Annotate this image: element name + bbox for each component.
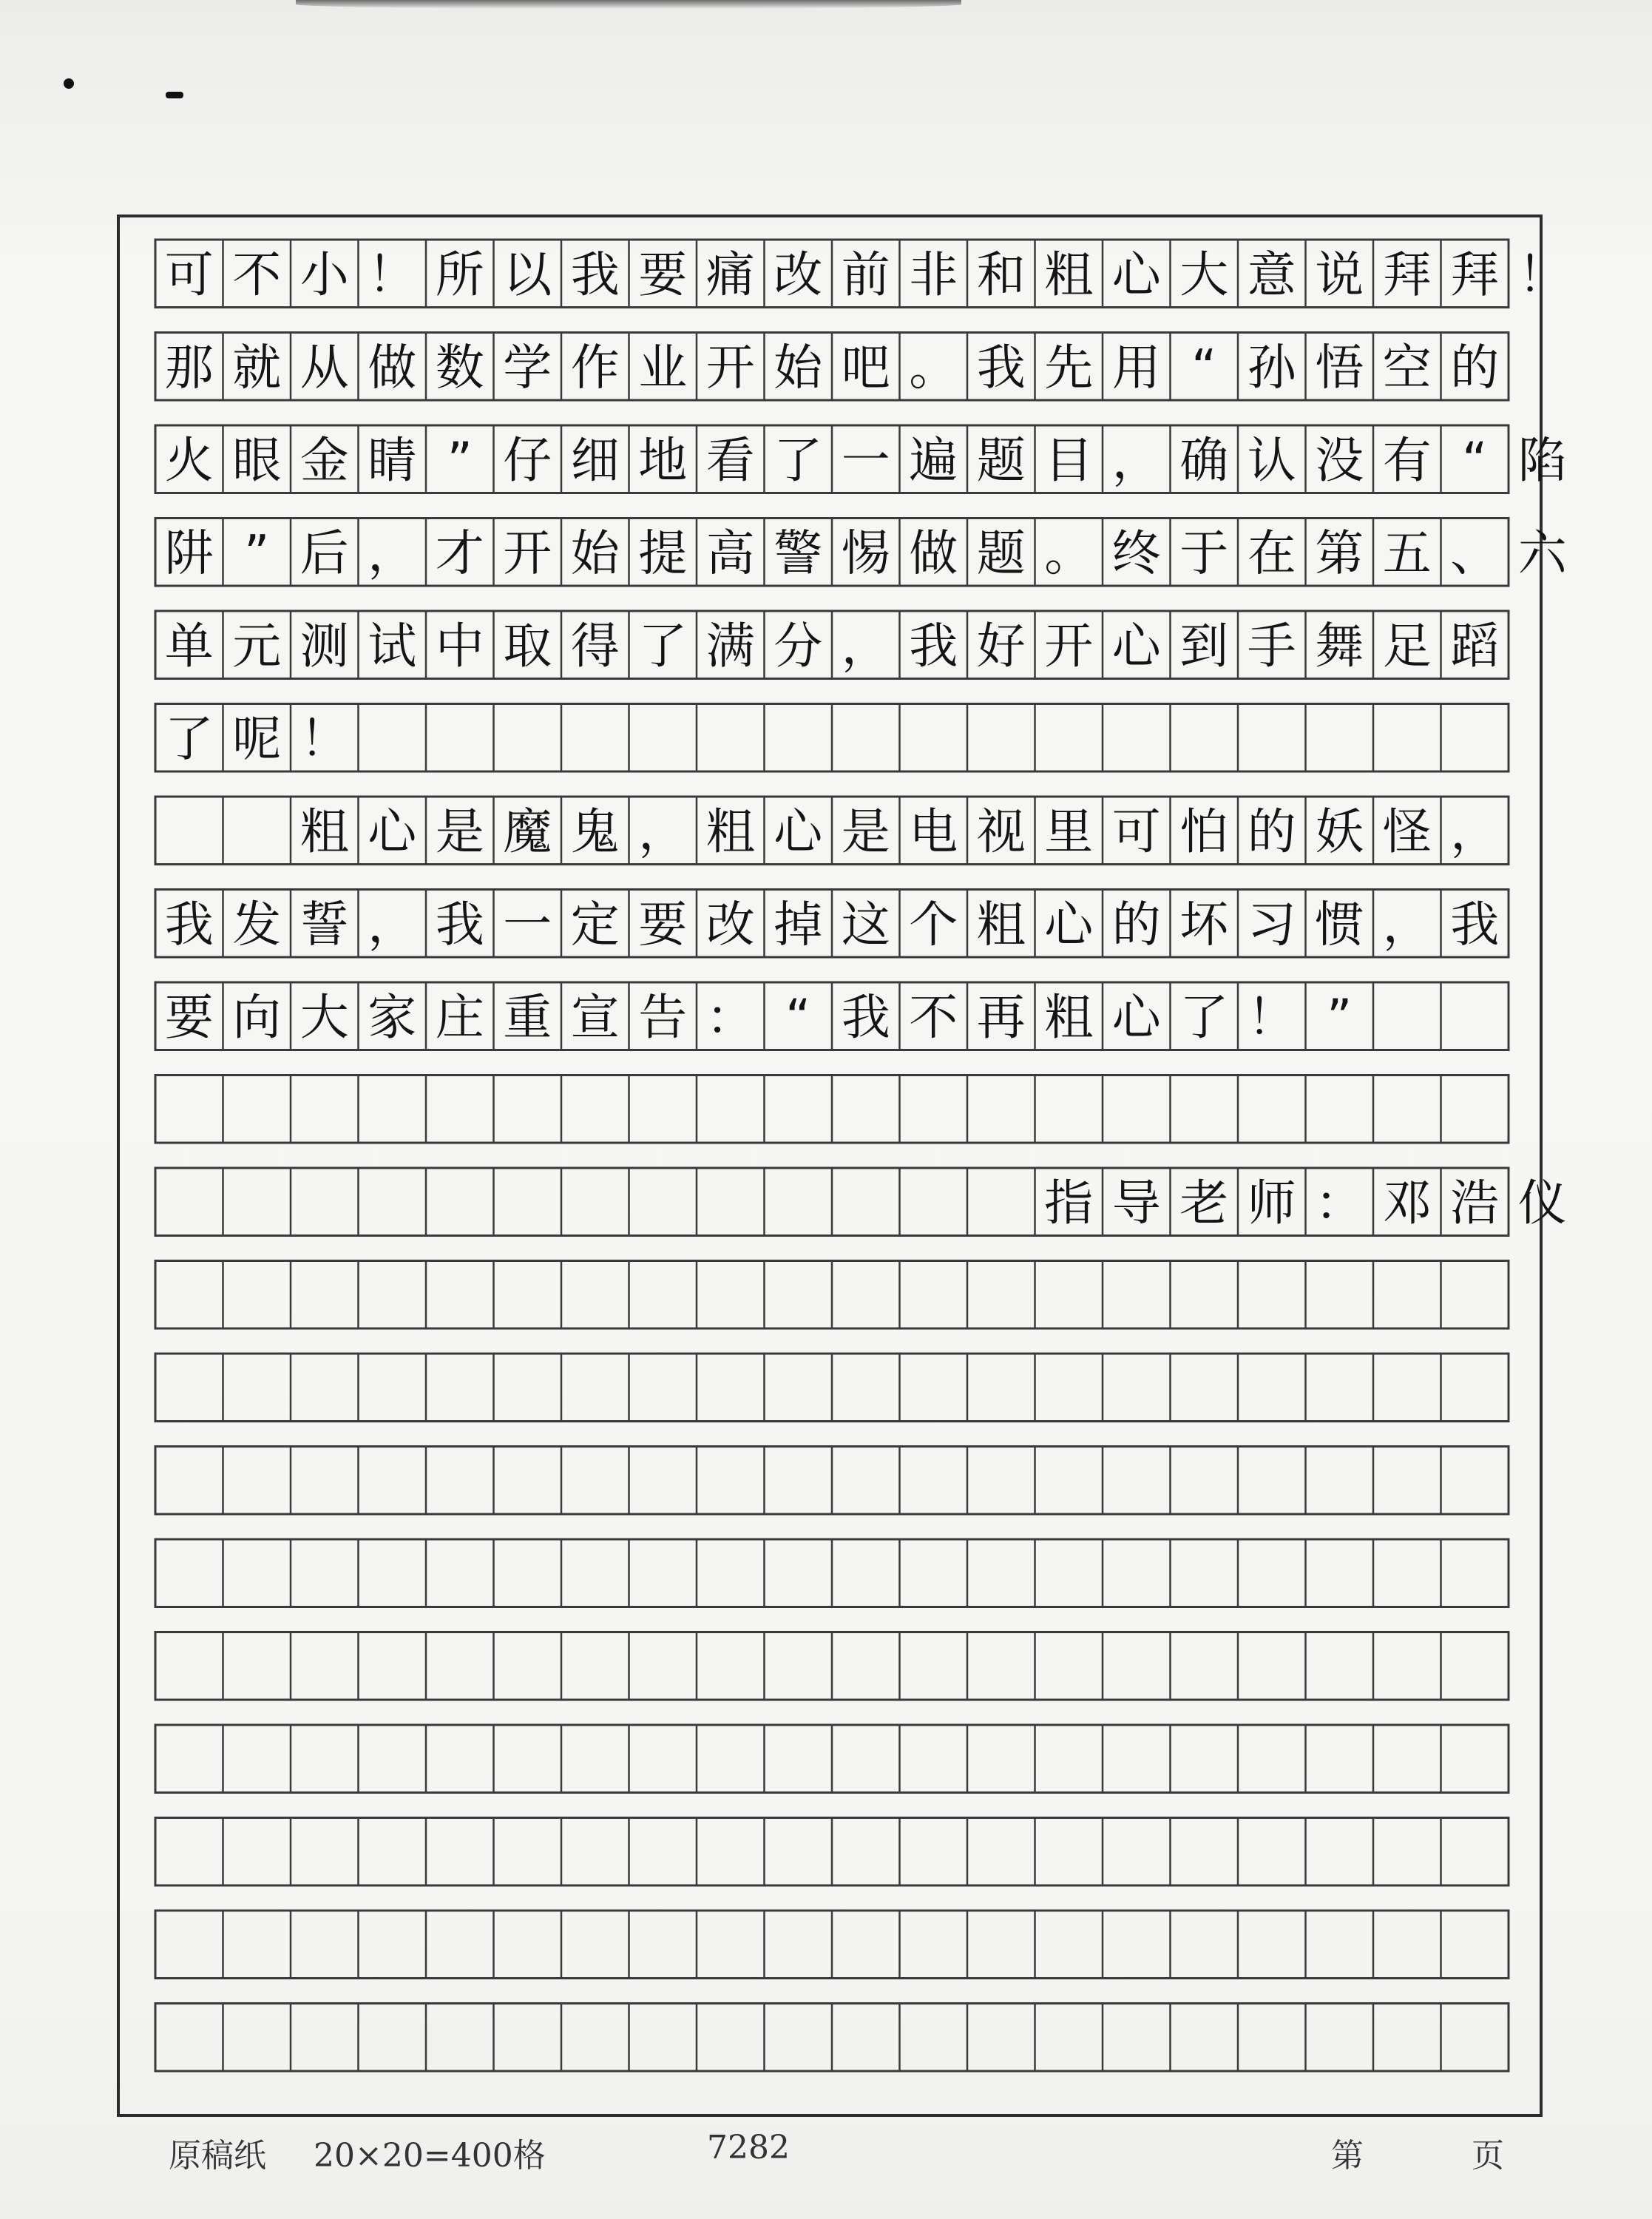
handwritten-text [120, 217, 1567, 2114]
manuscript-line: 阱”后，才开始提高警惕做题。终于在第五、六 [164, 524, 1567, 582]
manuscript-line: 了呢！ [164, 710, 349, 768]
footer-paper-type: 原稿纸 [169, 2137, 266, 2175]
footer-page-prefix: 第 [1331, 2137, 1364, 2175]
ink-dot [64, 78, 74, 89]
ink-mark [166, 92, 183, 98]
manuscript-line: 单元测试中取得了满分，我好开心到手舞足蹈 [164, 617, 1500, 675]
footer-grid-spec: 20×20=400格 [314, 2137, 546, 2175]
footer-code: 7282 [707, 2129, 790, 2166]
manuscript-line: 粗心是魔鬼，粗心是电视里可怕的妖怪， [164, 803, 1500, 860]
manuscript-line: 指导老师：邓浩仪 [164, 1174, 1567, 1232]
scan-shadow [296, 0, 961, 9]
manuscript-line: 要向大家庄重宣告：“我不再粗心了！” [164, 988, 1353, 1046]
manuscript-line: 那就从做数学作业开始吧。我先用“孙悟空的 [164, 339, 1500, 396]
manuscript-line: 可不小！所以我要痛改前非和粗心大意说拜拜！ [164, 246, 1567, 303]
manuscript-line: 我发誓，我一定要改掉这个粗心的坏习惯，我 [164, 896, 1500, 953]
manuscript-line: 火眼金睛”仔细地看了一遍题目，确认没有“陷 [164, 431, 1567, 489]
footer-page-suffix: 页 [1472, 2137, 1504, 2175]
manuscript-frame [117, 215, 1567, 2117]
